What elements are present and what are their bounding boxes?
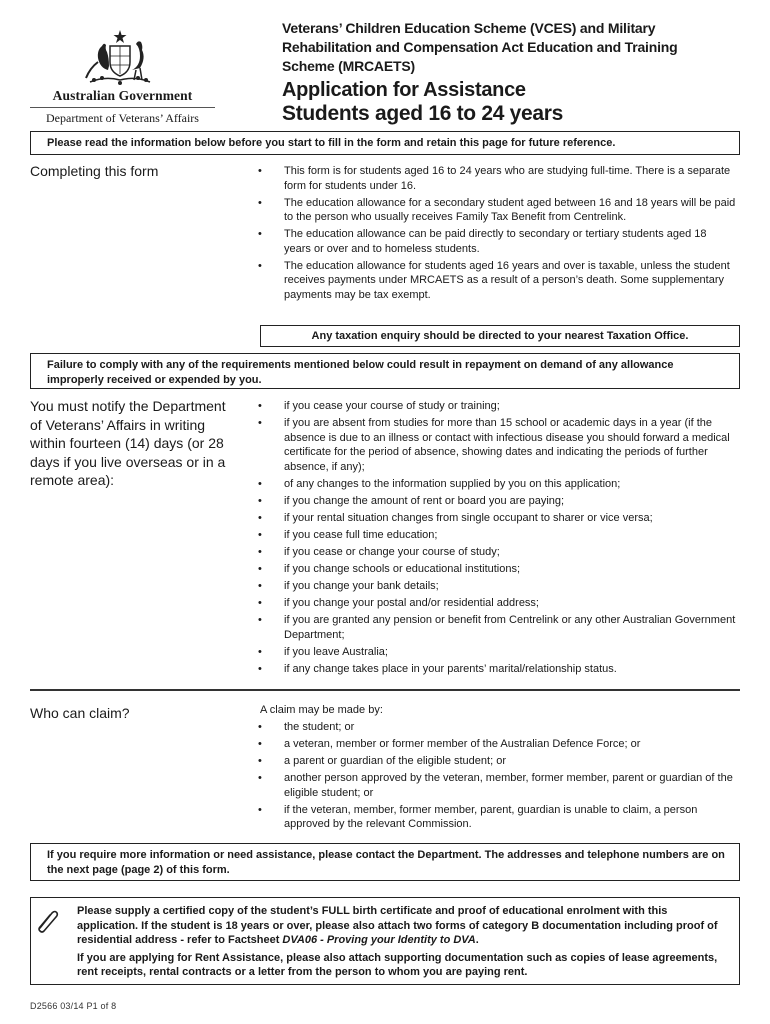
warning-notice: Failure to comply with any of the requirements mentioned below could result in repayment on demand of any allowance improperly received or expended by you. — [30, 353, 740, 389]
rent-assistance-paragraph: If you are applying for Rent Assistance, please also attach supporting documentation such as copies of lease agreements, rent receipts, rental contracts or a letter from the person to whom you are paying rent. — [77, 951, 718, 978]
list-item: • a veteran, member or former member of the Australian Defence Force; or — [258, 737, 736, 752]
supply-text-end: . — [475, 934, 479, 946]
scheme-title-line: Veterans’ Children Education Scheme (VCES) and Military — [282, 20, 656, 36]
claim-label: Who can claim? — [30, 705, 130, 721]
list-item: • if you cease your course of study or training; — [258, 399, 736, 414]
form-subtitle: Students aged 16 to 24 years — [282, 102, 564, 125]
list-item: • if you change your bank details; — [258, 579, 736, 594]
tax-notice: Any taxation enquiry should be directed to your nearest Taxation Office. — [260, 325, 740, 347]
department-name: Department of Veterans’ Affairs — [46, 111, 199, 125]
list-item: • The education allowance for students aged 16 years and over is taxable, unless the student receives payments under MRCAETS as a result of a person’s death. Some supplementary payments may be tax exempt. — [258, 259, 736, 303]
list-item: • if you change schools or educational institutions; — [258, 562, 736, 577]
notify-list — [258, 399, 736, 679]
form-footer-code: D2566 03/14 P1 of 8 — [30, 1001, 117, 1011]
claim-intro: A claim may be made by: — [260, 704, 383, 716]
supply-paragraph — [77, 904, 727, 948]
scheme-title-line: Rehabilitation and Compensation Act Education and Training — [282, 39, 678, 55]
list-item: • another person approved by the veteran, member, former member, parent or guardian of the eligible student; or — [258, 771, 736, 800]
list-item: • if your rental situation changes from single occupant to sharer or vice versa; — [258, 511, 736, 526]
form-title: Application for Assistance — [282, 79, 526, 101]
list-item: • if you cease full time education; — [258, 528, 736, 543]
list-item: • if the veteran, member, former member, parent, guardian is unable to claim, a person approved by the relevant Commission. — [258, 803, 736, 832]
paperclip-icon — [34, 908, 60, 934]
notify-label: You must notify the Department of Veterans’ Affairs in writing within fourteen (14) days (or 28 days if you live overseas or in a remote area): — [30, 398, 226, 488]
list-item: • the student; or — [258, 720, 736, 735]
list-item: • The education allowance can be paid directly to secondary or tertiary students aged 18 years or over and to homeless students. — [258, 227, 736, 256]
completing-list — [258, 164, 736, 305]
read-notice: Please read the information below before you start to fill in the form and retain this page for future reference. — [30, 131, 740, 155]
coat-of-arms-icon — [80, 28, 160, 90]
scheme-title — [282, 19, 752, 76]
list-item: • of any changes to the information supplied by you on this application; — [258, 477, 736, 492]
scheme-title-line: Scheme (MRCAETS) — [282, 58, 415, 74]
supply-text: Please supply a certified copy of the student’s FULL birth certificate and proof of educational enrolment with this application. If the student is 18 years or over, please also attach two forms of category B documentation including proof of residential address - refer to Factsheet — [77, 905, 718, 946]
list-item: • if you change the amount of rent or board you are paying; — [258, 494, 736, 509]
supply-documents-box — [30, 897, 740, 985]
government-name: Australian Government — [52, 88, 193, 103]
section-divider — [30, 689, 740, 691]
logo-divider — [30, 107, 215, 108]
claim-list — [258, 720, 736, 834]
list-item: • if you are absent from studies for more than 15 school or academic days in a year (if the absence is due to an illness or contact with infectious disease you should forward a medical certificate for the period of absence, showing dates and indicating the periods of further absence, if any); — [258, 416, 736, 474]
list-item: • if you are granted any pension or benefit from Centrelink or any other Australian Government Department; — [258, 613, 736, 642]
info-notice: If you require more information or need assistance, please contact the Department. The addresses and telephone numbers are on the next page (page 2) of this form. — [30, 843, 740, 881]
list-item: • This form is for students aged 16 to 24 years who are studying full-time. There is a separate form for students under 16. — [258, 164, 736, 193]
factsheet-reference: DVA06 - Proving your Identity to DVA — [282, 934, 476, 946]
list-item: • if you change your postal and/or residential address; — [258, 596, 736, 611]
list-item: • a parent or guardian of the eligible student; or — [258, 754, 736, 769]
completing-label: Completing this form — [30, 163, 159, 179]
list-item: • if you cease or change your course of study; — [258, 545, 736, 560]
list-item: • The education allowance for a secondary student aged between 16 and 18 years will be paid to the person who usually receives Family Tax Benefit from Centrelink. — [258, 196, 736, 225]
page-header — [0, 0, 770, 130]
list-item: • if any change takes place in your parents’ marital/relationship status. — [258, 662, 736, 677]
list-item: • if you leave Australia; — [258, 645, 736, 660]
